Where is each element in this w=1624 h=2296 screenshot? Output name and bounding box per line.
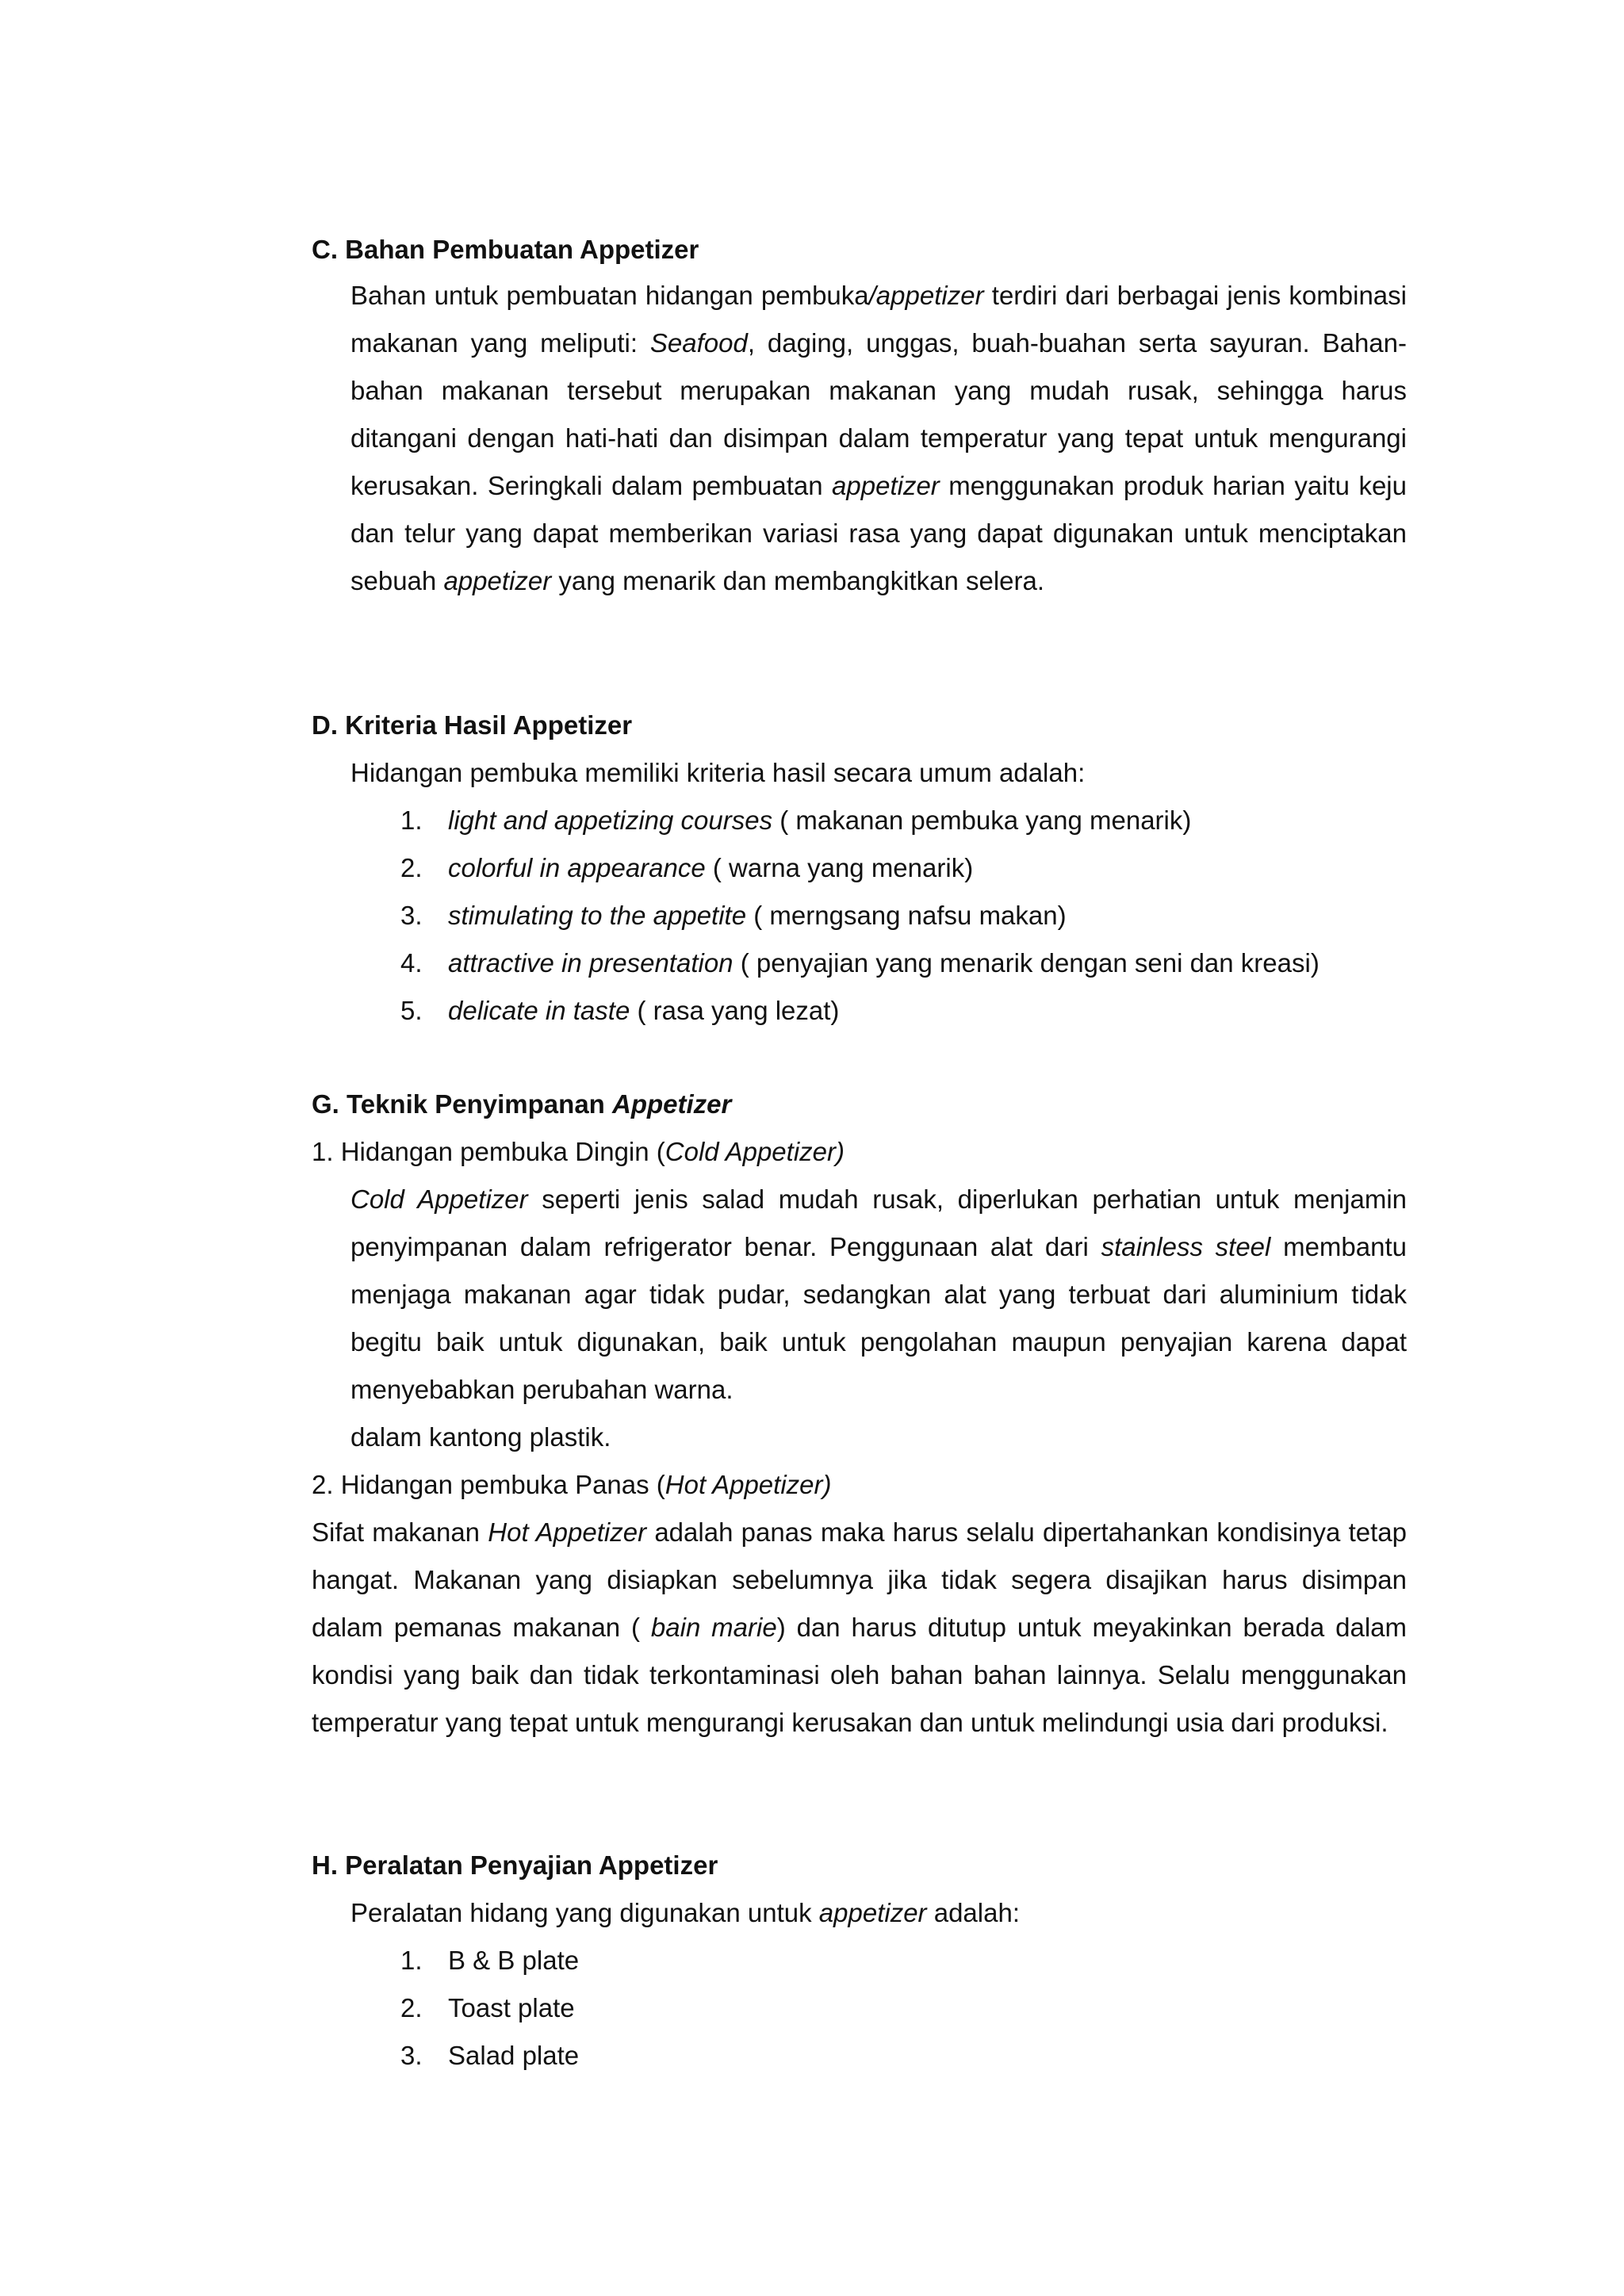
- criteria-text: light and appetizing courses ( makanan pembuka yang menarik): [448, 806, 1192, 835]
- section-g-heading: G. Teknik Penyimpanan Appetizer: [312, 1089, 732, 1119]
- section-h-intro: Peralatan hidang yang digunakan untuk appetizer adalah:: [350, 1898, 1020, 1927]
- equipment-label: B & B plate: [448, 1946, 580, 1975]
- section-c-heading: C. Bahan Pembuatan Appetizer: [312, 235, 699, 264]
- section-g-subheading-cold: 1. Hidangan pembuka Dingin (Cold Appetizer): [312, 1137, 845, 1166]
- section-d-intro: Hidangan pembuka memiliki kriteria hasil secara umum adalah:: [350, 758, 1086, 787]
- list-number: 3.: [400, 2041, 423, 2070]
- section-g-subheading-hot: 2. Hidangan pembuka Panas (Hot Appetizer): [312, 1470, 832, 1499]
- list-number: 1.: [400, 806, 423, 835]
- list-number: 3.: [400, 901, 423, 930]
- equipment-label: Salad plate: [448, 2041, 580, 2070]
- criteria-text: delicate in taste ( rasa yang lezat): [448, 996, 840, 1025]
- criteria-text: colorful in appearance ( warna yang menarik): [448, 853, 974, 882]
- criteria-text: stimulating to the appetite ( merngsang nafsu makan): [448, 901, 1067, 930]
- hot-appetizer-paragraph: Sifat makanan Hot Appetizer adalah panas maka harus selalu dipertahankan kondisinya tetap hangat. Makanan yang disiapkan sebelumnya jika tidak segera disajikan harus disimpan dalam pemanas makanan ( bain marie) dan harus ditutup untuk meyakinkan berada dalam kondisi yang baik dan tidak terkontaminasi oleh bahan bahan lainnya. Selalu menggunakan temperatur yang tepat untuk mengurangi kerusakan dan untuk melindungi usia dari produksi.: [312, 1517, 1407, 1737]
- section-c-paragraph: Bahan untuk pembuatan hidangan pembuka/appetizer terdiri dari berbagai jenis kombinasi makanan yang meliputi: Seafood, daging, unggas, buah-buahan serta sayuran. Bahan-bahan makanan tersebut merupakan makanan yang mudah rusak, sehingga harus ditangani dengan hati-hati dan disimpan dalam temperatur yang tepat untuk mengurangi kerusakan. Seringkali dalam pembuatan appetizer menggunakan produk harian yaitu keju dan telur yang dapat memberikan variasi rasa yang dapat digunakan untuk menciptakan sebuah appetizer yang menarik dan membangkitkan selera.: [350, 281, 1407, 595]
- criteria-text: attractive in presentation ( penyajian yang menarik dengan seni dan kreasi): [448, 948, 1320, 978]
- list-number: 2.: [400, 853, 423, 882]
- list-number: 4.: [400, 948, 423, 978]
- list-number: 5.: [400, 996, 423, 1025]
- list-number: 1.: [400, 1946, 423, 1975]
- list-number: 2.: [400, 1993, 423, 2022]
- section-h-heading: H. Peralatan Penyajian Appetizer: [312, 1850, 718, 1880]
- cold-appetizer-paragraph: Cold Appetizer seperti jenis salad mudah rusak, diperlukan perhatian untuk menjamin penyimpanan dalam refrigerator benar. Penggunaan alat dari stainless steel membantu menjaga makanan agar tidak pudar, sedangkan alat yang terbuat dari aluminium tidak begitu baik untuk digunakan, baik untuk pengolahan maupun penyajian karena dapat menyebabkan perubahan warna.: [350, 1184, 1408, 1404]
- section-d-heading: D. Kriteria Hasil Appetizer: [312, 710, 633, 740]
- equipment-label: Toast plate: [448, 1993, 575, 2022]
- cold-appetizer-extra-line: dalam kantong plastik.: [350, 1422, 611, 1452]
